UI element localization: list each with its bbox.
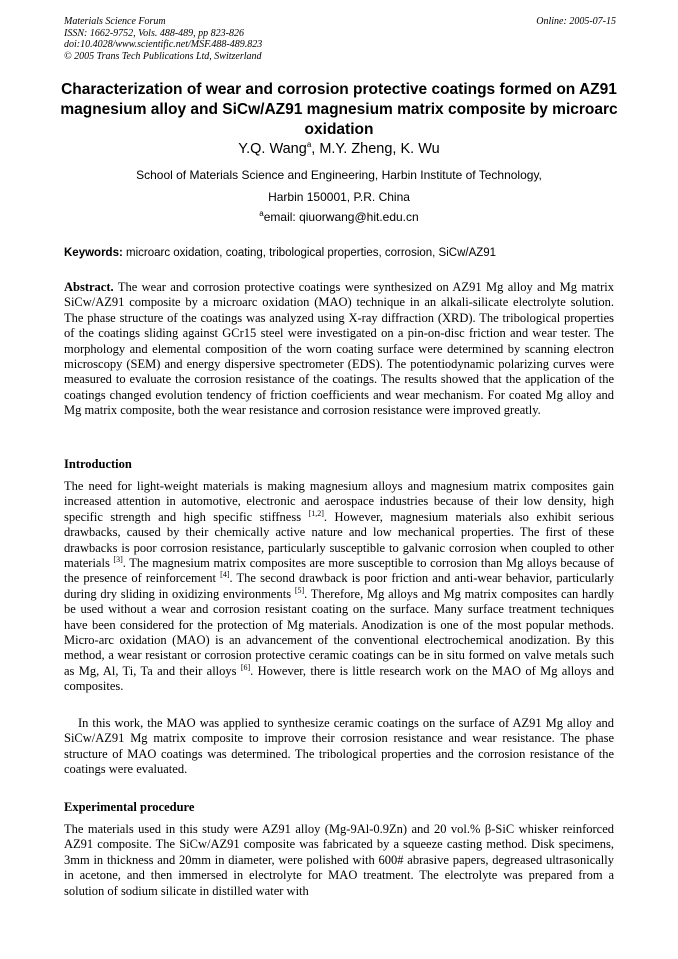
introduction-heading: Introduction [64,457,132,471]
introduction-paragraph-2: In this work, the MAO was applied to synthesize ceramic coatings on the surface of AZ91 Mg alloy and SiCw/AZ91 Mg matrix composite to improve their corrosion resistance and wear resistance. The phase structure of MAO coatings was determined. The tribological properties and the corrosion resistance of the coatings were evaluated. [64,716,614,777]
citation[interactable]: [6] [240,662,251,672]
intro-text-c: . The magnesium matrix composites are more susceptible to corrosion than Mg alloys because of the presence of reinforcement [64,556,614,586]
doi-line[interactable]: doi:10.4028/www.scientific.net/MSF.488-489.823 [64,39,263,50]
author-email [40,210,638,224]
introduction-paragraph-1 [64,479,614,695]
experimental-paragraph: The materials used in this study were AZ91 alloy (Mg-9Al-0.9Zn) and 20 vol.% β-SiC whisker reinforced AZ91 composite. The SiCw/AZ91 composite was fabricated by a squeeze casting method. Disk specimens, 3mm in thickness and 20mm in diameter, were polished with 600# abrasive papers, degreased ultrasonically in acetone, and then immersed in electrolyte for MAO treatment. The electrolyte was prepared from a solution of sodium silicate in distilled water with [64,822,614,898]
citation[interactable]: [3] [113,554,123,564]
keywords-text: microarc oxidation, coating, tribological properties, corrosion, SiCw/AZ91 [122,247,497,259]
citation[interactable]: [1,2] [308,508,324,518]
author-superscript: a [306,140,312,150]
affiliation-line-2: Harbin 150001, P.R. China [268,190,410,204]
journal-name: Materials Science Forum [64,16,166,27]
experimental-heading: Experimental procedure [64,800,195,814]
abstract-text: The wear and corrosion protective coatings were synthesized on AZ91 Mg alloy and Mg matrix SiCw/AZ91 composite by a microarc oxidation (MAO) technique in an alkali-silicate electrolyte solution. The phase structure of the coatings was analyzed using X-ray diffraction (XRD). The tribological properties of the coatings sliding against GCr15 steel were investigated on a pin-on-disc friction and wear tester. The morphology and elemental composition of the worn coating surface were determined by scanning electron microscopy (SEM) and energy dispersive spectrometer (EDS). The potentiodynamic polarizing curves were measured to evaluate the corrosion resistance of the coatings. The results showed that the application of the coatings changed evolution tendency of friction coefficients and wear mechanism. For coated Mg alloy and Mg matrix composite, both the wear resistance and corrosion resistance were improved greatly. [64,280,614,418]
author-name: Y.Q. Wang [238,141,307,157]
citation[interactable]: [4] [220,570,230,580]
intro-text-b: . However, magnesium materials also exhibit serious drawbacks, caused by their chemically active nature and low mechanical properties. The first of these drawbacks is poor corrosion resistance, particularly susceptible to galvanic corrosion when coupled to other materials [64,509,614,571]
paper-title: Characterization of wear and corrosion protective coatings formed on AZ91 magnesium alloy and SiCw/AZ91 magnesium matrix composite by microarc oxidation [60,81,618,138]
abstract [64,280,614,419]
author-list [40,141,638,157]
email-superscript: a [259,209,264,218]
email-text[interactable]: email: qiuorwang@hit.edu.cn [263,210,419,224]
copyright-line: © 2005 Trans Tech Publications Ltd, Switzerland [64,50,262,62]
issn-line: ISSN: 1662-9752, Vols. 488-489, pp 823-826 [64,27,244,39]
co-authors: , M.Y. Zheng, K. Wu [311,141,440,157]
abstract-label: Abstract. [64,280,114,294]
online-date: Online: 2005-07-15 [536,16,616,27]
intro-text-a: The need for light-weight materials is making magnesium alloys and magnesium matrix composites gain increased attention in automotive, electronic and aerospace industries because of their low density, high specific strength and high specific stiffness [64,479,614,524]
citation[interactable]: [5] [294,585,305,595]
intro-text-d: . The second drawback is poor friction and anti-wear behavior, particularly during dry sliding in oxidizing environments [64,571,614,601]
intro-text-e: . Therefore, Mg alloys and Mg matrix composites can hardly be used without a wear and corrosion resistant coating on the surface. Many surface treatment techniques have been considered for the protection of Mg materials. Anodization is one of the most popular methods. Micro-arc oxidation (MAO) is an advancement of the conventional electrochemical anodization. By this method, a wear resistant or corrosion protective ceramic coatings can be in situ formed on valve metals such as Mg, Al, Ti, Ta and their alloys [64,586,614,678]
journal-header [64,16,616,62]
keywords-label: Keywords: [64,247,123,259]
affiliation-line-1: School of Materials Science and Engineering, Harbin Institute of Technology, [136,168,542,182]
keywords [64,247,624,259]
intro-text-f: . However, there is little research work on the MAO of Mg alloys and composites. [64,663,614,694]
